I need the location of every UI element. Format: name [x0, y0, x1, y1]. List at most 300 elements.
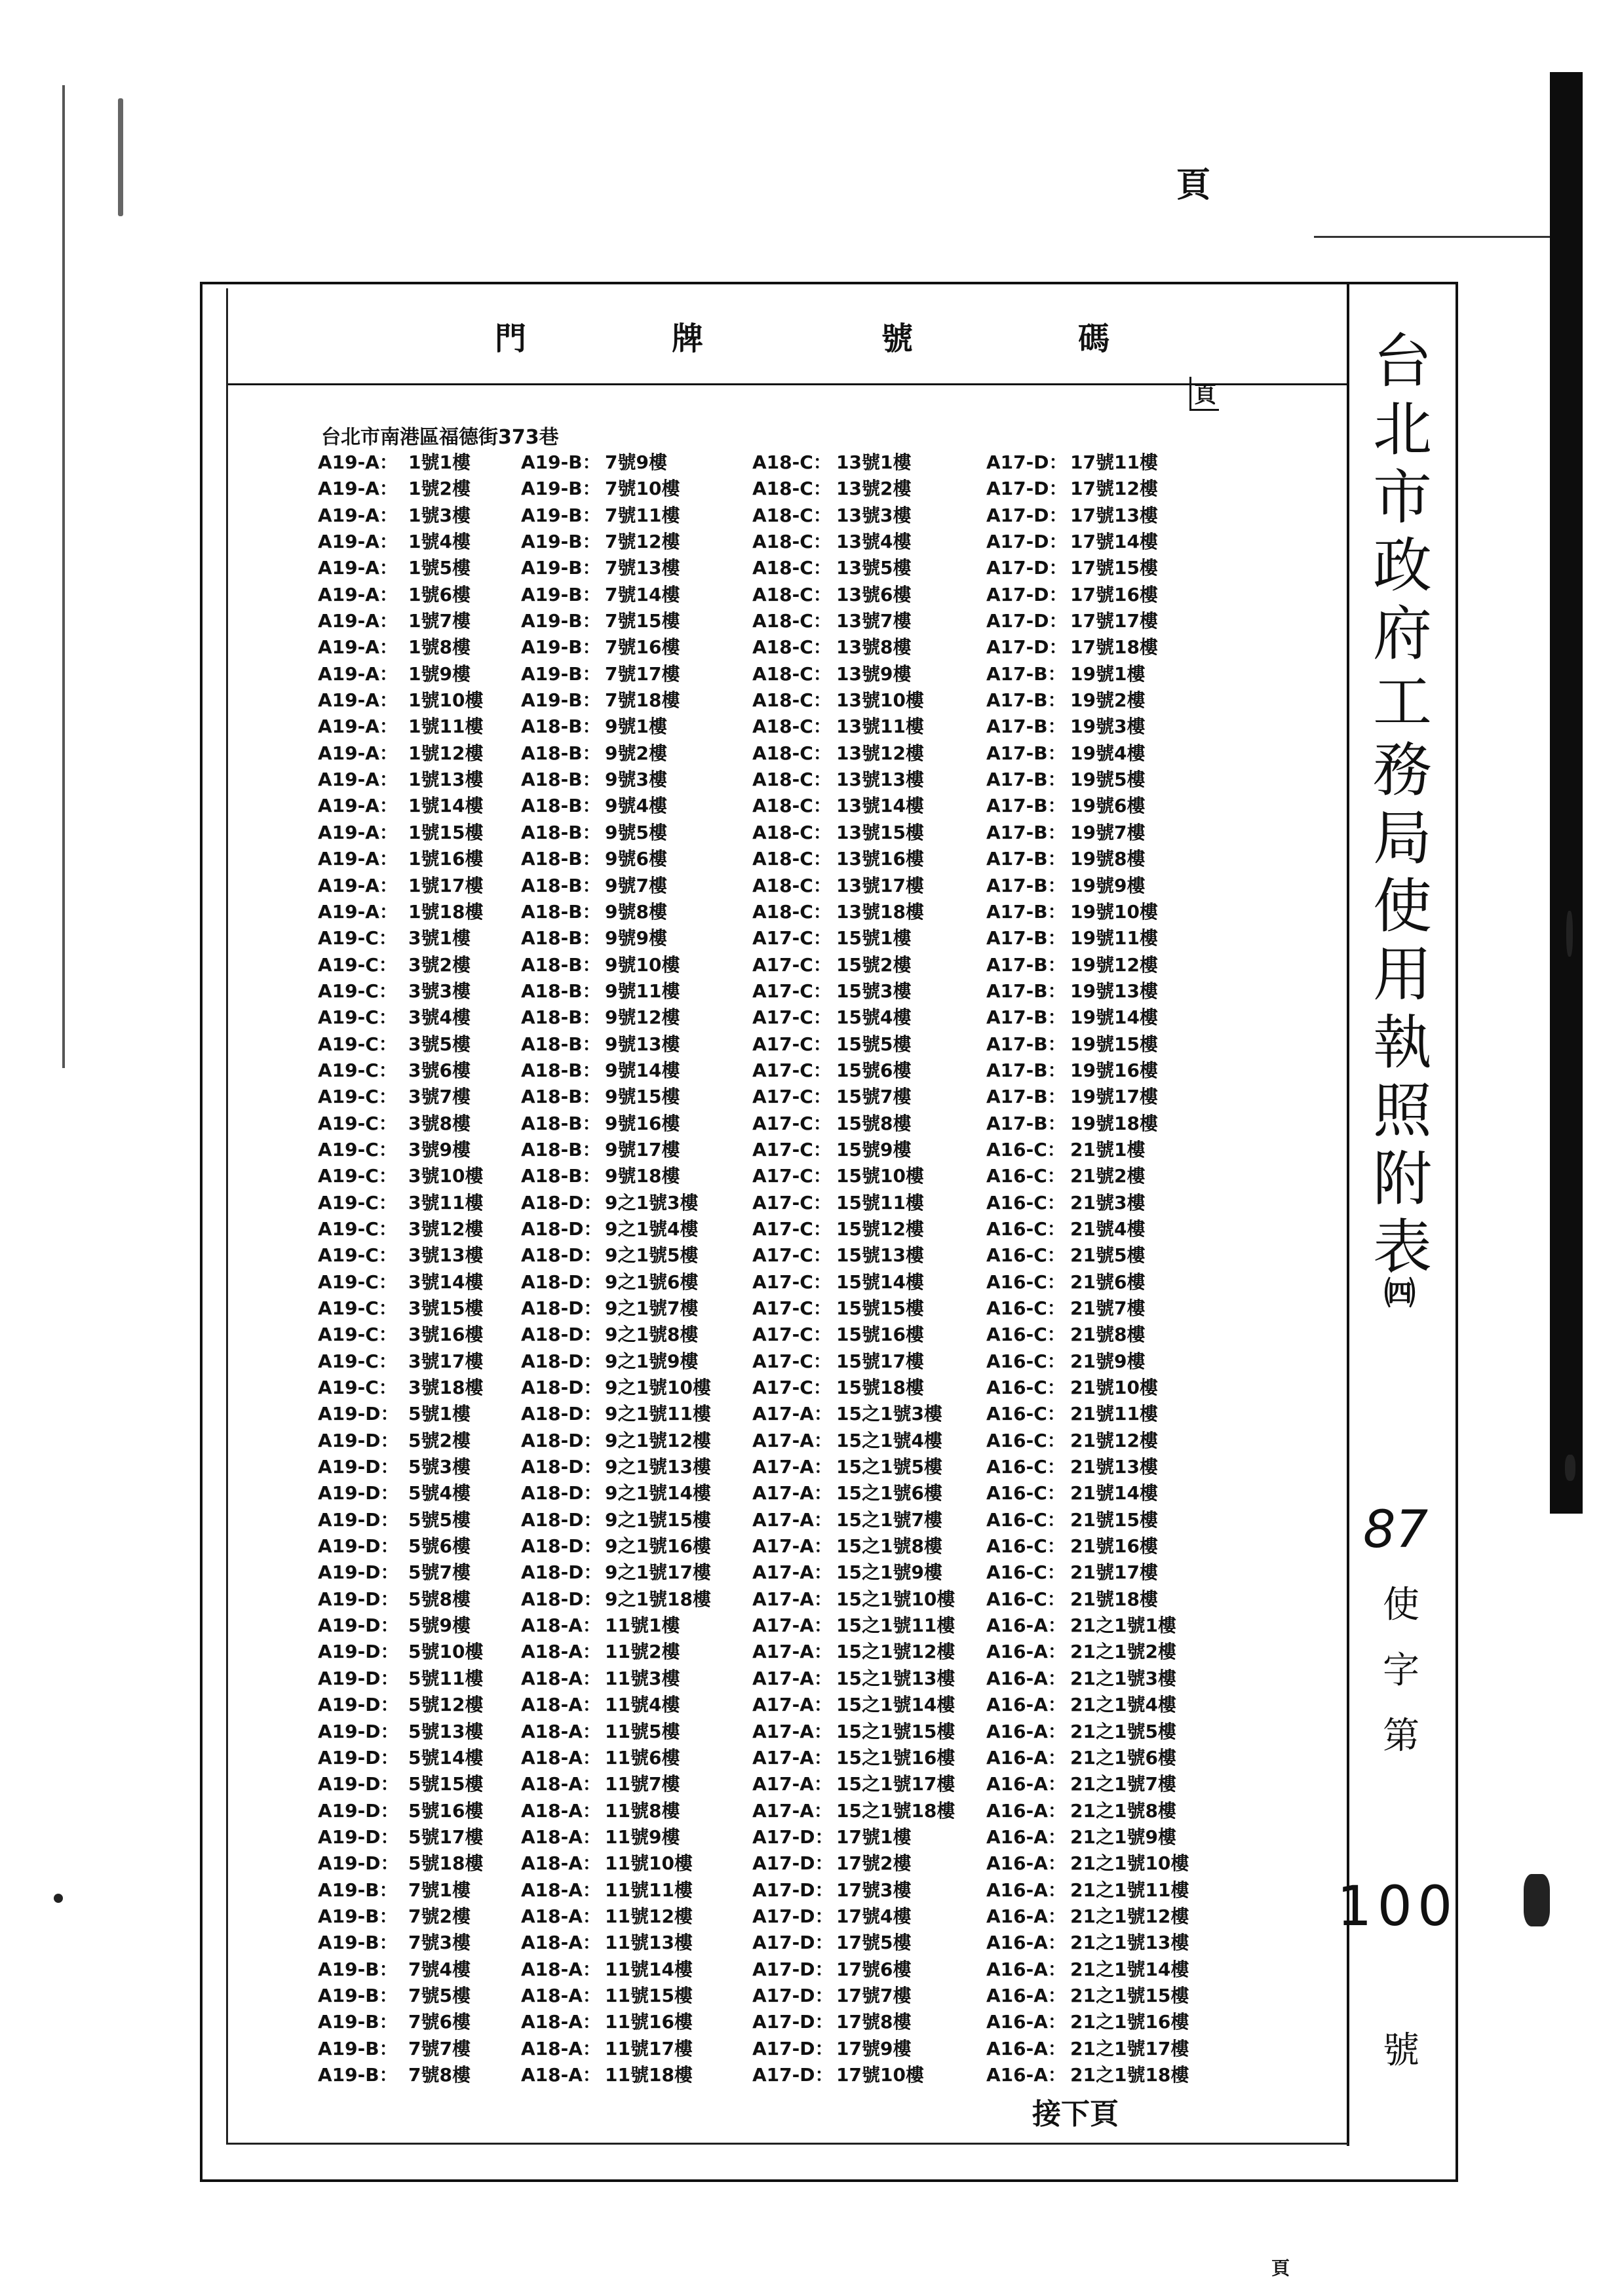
unit-code: A17-D：: [986, 557, 1068, 579]
unit-code: A18-C：: [752, 689, 832, 712]
unit-code: A19-C：: [318, 1377, 397, 1399]
unit-code: A17-A：: [752, 1588, 832, 1610]
unit-address: 11號5樓: [605, 1720, 680, 1742]
unit-address: 11號13樓: [605, 1932, 693, 1954]
unit-row: [986, 661, 1189, 687]
unit-address: 5號13樓: [408, 1720, 484, 1742]
unit-address: 21號2樓: [1070, 1165, 1146, 1187]
unit-row: [986, 793, 1189, 819]
unit-address: 1號4樓: [408, 531, 471, 553]
unit-address: 5號7樓: [408, 1561, 471, 1584]
unit-code: A18-C：: [752, 716, 832, 738]
unit-address: 9之1號9樓: [605, 1350, 699, 1372]
unit-address: 9之1號8樓: [605, 1324, 699, 1346]
unit-address: 13號4樓: [836, 531, 912, 553]
unit-code: A17-B：: [986, 1086, 1066, 1108]
unit-code: A18-C：: [752, 795, 832, 817]
continued-next-page-note: 接下頁: [1032, 2097, 1119, 2131]
unit-row: [986, 899, 1189, 925]
unit-code: A17-A：: [752, 1694, 832, 1716]
unit-code: A16-C：: [986, 1297, 1066, 1319]
unit-address: 15之1號11樓: [836, 1615, 955, 1637]
unit-code: A16-A：: [986, 1905, 1066, 1927]
unit-address: 5號2樓: [408, 1429, 471, 1451]
unit-code: A18-B：: [521, 1165, 601, 1187]
unit-address: 17號15樓: [1070, 557, 1158, 579]
unit-code: A18-A：: [521, 1826, 601, 1848]
unit-code: A18-C：: [752, 662, 832, 685]
unit-row: [318, 1401, 483, 1427]
unit-code: A18-B：: [521, 953, 601, 976]
unit-address: 9號10樓: [605, 953, 680, 976]
unit-row: [752, 1586, 955, 1613]
unit-address: 13號10樓: [836, 689, 924, 712]
unit-code: A17-C：: [752, 1165, 832, 1187]
unit-code: A18-A：: [521, 1879, 601, 1901]
unit-code: A16-A：: [986, 1773, 1066, 1795]
unit-address: 17號7樓: [836, 1984, 912, 2006]
unit-code: A16-C：: [986, 1403, 1066, 1425]
unit-address: 3號2樓: [408, 953, 471, 976]
unit-address: 21之1號9樓: [1070, 1826, 1176, 1848]
unit-code: A17-D：: [986, 531, 1068, 553]
unit-address: 1號3樓: [408, 504, 471, 526]
unit-code: A19-D：: [318, 1773, 399, 1795]
unit-row: [752, 582, 955, 608]
unit-address: 7號5樓: [408, 1984, 471, 2006]
unit-code: A19-B：: [318, 1905, 398, 1927]
unit-row: [752, 1824, 955, 1850]
unit-code: A16-C：: [986, 1535, 1066, 1558]
unit-code: A17-D：: [986, 610, 1068, 632]
unit-row: [986, 1983, 1189, 2009]
unit-address: 17號4樓: [836, 1905, 912, 1927]
unit-address: 19號14樓: [1070, 1006, 1158, 1029]
unit-code: A17-D：: [986, 478, 1068, 500]
unit-address: 11號12樓: [605, 1905, 693, 1927]
unit-row: [986, 1004, 1189, 1031]
unit-code: A17-A：: [752, 1615, 832, 1637]
unit-row: [752, 1719, 955, 1745]
unit-address: 7號15樓: [605, 610, 680, 632]
unit-address: 21號18樓: [1070, 1588, 1158, 1610]
unit-row: [986, 1058, 1189, 1084]
unit-address: 11號2樓: [605, 1641, 680, 1663]
unit-code: A18-C：: [752, 742, 832, 764]
unit-address: 15之1號5樓: [836, 1456, 942, 1478]
unit-row: [318, 899, 483, 925]
unit-code: A17-A：: [752, 1799, 832, 1822]
unit-row: [521, 1639, 711, 1665]
unit-code: A16-A：: [986, 1641, 1066, 1663]
unit-address: 21之1號6樓: [1070, 1746, 1176, 1769]
unit-row: [318, 1798, 483, 1824]
unit-code: A16-A：: [986, 1667, 1066, 1689]
scan-edge-line: [1314, 236, 1550, 238]
unit-code: A17-B：: [986, 848, 1066, 870]
unit-row: [521, 503, 711, 529]
unit-code: A19-D：: [318, 1588, 399, 1610]
unit-row: [986, 925, 1189, 951]
unit-row: [318, 608, 483, 634]
unit-row: [986, 608, 1189, 634]
unit-row: [521, 1719, 711, 1745]
unit-address: 15號15樓: [836, 1297, 924, 1319]
unit-code: A16-A：: [986, 2063, 1066, 2086]
unit-row: [318, 925, 483, 951]
unit-address: 11號14樓: [605, 1958, 693, 1980]
unit-code: A18-D：: [521, 1588, 602, 1610]
unit-address: 9之1號4樓: [605, 1217, 699, 1240]
unit-address: 9號17樓: [605, 1138, 680, 1160]
unit-address: 1號8樓: [408, 636, 471, 659]
unit-code: A17-B：: [986, 821, 1066, 843]
unit-code: A18-A：: [521, 1746, 601, 1769]
unit-row: [752, 1533, 955, 1559]
unit-code: A19-B：: [521, 689, 601, 712]
unit-row: [752, 503, 955, 529]
unit-address: 1號6樓: [408, 583, 471, 605]
unit-address: 9號16樓: [605, 1112, 680, 1134]
unit-code: A19-C：: [318, 1191, 397, 1214]
unit-code: A18-D：: [521, 1508, 602, 1531]
title-char: 市: [1373, 463, 1432, 532]
unit-address: 13號18樓: [836, 900, 924, 923]
unit-row: [521, 2062, 711, 2088]
unit-address: 11號4樓: [605, 1694, 680, 1716]
unit-code: A18-C：: [752, 874, 832, 896]
unit-address: 15之1號15樓: [836, 1720, 955, 1742]
unit-address: 15號6樓: [836, 1059, 912, 1081]
unit-address: 9之1號3樓: [605, 1191, 699, 1214]
unit-row: [752, 1930, 955, 1956]
unit-code: A18-B：: [521, 821, 601, 843]
unit-row: [752, 1904, 955, 1930]
header-row: [226, 288, 1347, 385]
unit-code: A18-C：: [752, 478, 832, 500]
unit-address: 21之1號11樓: [1070, 1879, 1189, 1901]
unit-code: A18-B：: [521, 1006, 601, 1029]
unit-code: A18-A：: [521, 1932, 601, 1954]
unit-row: [752, 1745, 955, 1771]
unit-code: A19-A：: [318, 636, 398, 659]
unit-address: 1號1樓: [408, 451, 471, 473]
unit-row: [318, 873, 483, 899]
unit-address: 5號6樓: [408, 1535, 471, 1558]
permit-char: 第: [1383, 1715, 1419, 1757]
unit-code: A16-A：: [986, 2011, 1066, 2033]
unit-address: 17號2樓: [836, 1852, 912, 1875]
unit-address: 19號7樓: [1070, 821, 1146, 843]
unit-code: A18-D：: [521, 1217, 602, 1240]
unit-code: A17-B：: [986, 716, 1066, 738]
unit-row: [986, 1850, 1189, 1877]
unit-address: 7號17樓: [605, 662, 680, 685]
unit-address: 3號8樓: [408, 1112, 471, 1134]
unit-row: [521, 450, 711, 476]
unit-code: A18-A：: [521, 1667, 601, 1689]
unit-code: A18-D：: [521, 1271, 602, 1293]
unit-address: 19號2樓: [1070, 689, 1146, 712]
unit-address: 13號5樓: [836, 557, 912, 579]
unit-address: 19號15樓: [1070, 1033, 1158, 1055]
unit-address: 9號8樓: [605, 900, 667, 923]
unit-row: [521, 476, 711, 502]
unit-row: [986, 1692, 1189, 1718]
unit-code: A16-C：: [986, 1271, 1066, 1293]
unit-code: A16-A：: [986, 1826, 1066, 1848]
unit-address: 17號1樓: [836, 1826, 912, 1848]
scan-edge-line: [62, 85, 65, 1068]
unit-row: [521, 1666, 711, 1692]
unit-row: [318, 1639, 483, 1665]
unit-row: [986, 1639, 1189, 1665]
unit-code: A19-D：: [318, 1746, 399, 1769]
unit-address: 5號3樓: [408, 1456, 471, 1478]
unit-row: [318, 661, 483, 687]
unit-row: [752, 978, 955, 1004]
unit-code: A18-B：: [521, 927, 601, 949]
unit-row: [318, 687, 483, 714]
unit-code: A17-A：: [752, 1773, 832, 1795]
unit-address: 11號18樓: [605, 2063, 693, 2086]
unit-address: 3號17樓: [408, 1350, 484, 1372]
unit-row: [318, 476, 483, 502]
unit-address: 19號11樓: [1070, 927, 1158, 949]
unit-address: 13號14樓: [836, 795, 924, 817]
unit-code: A17-C：: [752, 1271, 832, 1293]
unit-code: A19-C：: [318, 927, 397, 949]
unit-code: A17-D：: [752, 2011, 834, 2033]
unit-row: [521, 1454, 711, 1480]
unit-address: 21之1號5樓: [1070, 1720, 1176, 1742]
unit-row: [521, 978, 711, 1004]
unit-code: A17-D：: [752, 1984, 834, 2006]
unit-row: [986, 2036, 1189, 2062]
unit-row: [752, 1137, 955, 1163]
unit-row: [318, 450, 483, 476]
unit-row: [752, 1163, 955, 1189]
unit-address: 7號8樓: [408, 2063, 471, 2086]
unit-address: 19號12樓: [1070, 953, 1158, 976]
unit-address: 3號14樓: [408, 1271, 484, 1293]
unit-address: 21之1號7樓: [1070, 1773, 1176, 1795]
unit-row: [318, 1692, 483, 1718]
unit-address: 7號16樓: [605, 636, 680, 659]
unit-row: [752, 767, 955, 793]
header-label-char: 牌: [672, 320, 704, 357]
unit-code: A19-D：: [318, 1667, 399, 1689]
unit-code: A18-C：: [752, 504, 832, 526]
unit-row: [752, 1692, 955, 1718]
unit-code: A17-B：: [986, 927, 1066, 949]
unit-row: [318, 1877, 483, 1904]
unit-row: [318, 1850, 483, 1877]
unit-row: [986, 1957, 1189, 1983]
unit-row: [521, 1058, 711, 1084]
unit-row: [752, 1084, 955, 1110]
unit-row: [752, 1454, 955, 1480]
unit-address: 15之1號18樓: [836, 1799, 955, 1822]
unit-code: A17-C：: [752, 1138, 832, 1160]
unit-code: A18-A：: [521, 1852, 601, 1875]
title-char: 政: [1373, 531, 1432, 600]
unit-code: A18-B：: [521, 1033, 601, 1055]
unit-row: [521, 634, 711, 660]
unit-code: A19-D：: [318, 1456, 399, 1478]
unit-row: [521, 1004, 711, 1031]
unit-code: A19-D：: [318, 1561, 399, 1584]
unit-code: A17-A：: [752, 1429, 832, 1451]
unit-address: 7號3樓: [408, 1932, 471, 1954]
unit-code: A19-C：: [318, 1271, 397, 1293]
unit-row: [986, 1745, 1189, 1771]
permit-number: 100: [1337, 1874, 1458, 1938]
unit-code: A19-A：: [318, 742, 398, 764]
unit-address: 3號6樓: [408, 1059, 471, 1081]
unit-code: A17-B：: [986, 662, 1066, 685]
unit-address: 21之1號17樓: [1070, 2037, 1189, 2059]
unit-address: 21號3樓: [1070, 1191, 1146, 1214]
unit-code: A17-C：: [752, 1112, 832, 1134]
unit-address: 11號10樓: [605, 1852, 693, 1875]
unit-code: A18-C：: [752, 848, 832, 870]
unit-address: 19號13樓: [1070, 980, 1158, 1002]
unit-row: [318, 1930, 483, 1956]
unit-row: [752, 1190, 955, 1216]
unit-row: [986, 1269, 1189, 1295]
unit-address: 1號9樓: [408, 662, 471, 685]
unit-address: 15號7樓: [836, 1086, 912, 1108]
unit-address: 1號7樓: [408, 610, 471, 632]
unit-code: A19-C：: [318, 1138, 397, 1160]
unit-address: 7號13樓: [605, 557, 680, 579]
unit-address: 15號1樓: [836, 927, 912, 949]
unit-row: [986, 1930, 1189, 1956]
unit-code: A17-B：: [986, 874, 1066, 896]
unit-row: [318, 1137, 483, 1163]
unit-row: [318, 1666, 483, 1692]
title-char: 照: [1373, 1077, 1432, 1145]
unit-code: A19-C：: [318, 1297, 397, 1319]
unit-address: 7號6樓: [408, 2011, 471, 2033]
unit-row: [986, 952, 1189, 978]
unit-row: [318, 793, 483, 819]
unit-address: 19號18樓: [1070, 1112, 1158, 1134]
unit-code: A19-B：: [521, 478, 601, 500]
unit-row: [521, 793, 711, 819]
unit-code: A17-A：: [752, 1456, 832, 1478]
unit-code: A18-A：: [521, 1720, 601, 1742]
unit-address: 3號3樓: [408, 980, 471, 1002]
unit-code: A19-D：: [318, 1535, 399, 1558]
unit-row: [986, 1877, 1189, 1904]
unit-address: 1號5樓: [408, 557, 471, 579]
title-char: 使: [1373, 872, 1432, 941]
unit-code: A16-A：: [986, 1694, 1066, 1716]
unit-address: 13號15樓: [836, 821, 924, 843]
unit-code: A18-D：: [521, 1297, 602, 1319]
unit-address: 13號3樓: [836, 504, 912, 526]
unit-address: 15號10樓: [836, 1165, 924, 1187]
unit-row: [986, 1163, 1189, 1189]
unit-row: [752, 529, 955, 555]
unit-row: [752, 1559, 955, 1586]
unit-code: A19-D：: [318, 1799, 399, 1822]
unit-code: A18-A：: [521, 1773, 601, 1795]
unit-code: A18-A：: [521, 2063, 601, 2086]
unit-row: [521, 1533, 711, 1559]
unit-code: A17-B：: [986, 795, 1066, 817]
unit-address: 21號1樓: [1070, 1138, 1146, 1160]
unit-address: 21號11樓: [1070, 1403, 1158, 1425]
title-char: 府: [1373, 600, 1432, 668]
unit-code: A18-D：: [521, 1456, 602, 1478]
unit-code: A16-C：: [986, 1217, 1066, 1240]
unit-address: 9號15樓: [605, 1086, 680, 1108]
unit-row: [986, 450, 1189, 476]
unit-code: A18-B：: [521, 1086, 601, 1108]
unit-code: A17-D：: [752, 1932, 834, 1954]
unit-row: [752, 899, 955, 925]
unit-code: A18-C：: [752, 531, 832, 553]
unit-address: 9之1號10樓: [605, 1377, 711, 1399]
permit-suffix: 號: [1383, 2029, 1419, 2072]
unit-address: 9號5樓: [605, 821, 667, 843]
unit-address: 21號12樓: [1070, 1429, 1158, 1451]
scan-edge-bar: [1550, 72, 1583, 1514]
unit-code: A18-B：: [521, 742, 601, 764]
unit-row: [521, 1322, 711, 1348]
unit-code: A19-B：: [318, 2011, 398, 2033]
unit-code: A19-C：: [318, 1033, 397, 1055]
unit-code: A17-D：: [752, 1852, 834, 1875]
unit-code: A18-D：: [521, 1244, 602, 1267]
unit-address: 15之1號13樓: [836, 1667, 955, 1689]
unit-address: 15號4樓: [836, 1006, 912, 1029]
unit-row: [986, 1586, 1189, 1613]
unit-code: A16-C：: [986, 1588, 1066, 1610]
unit-code: A19-C：: [318, 980, 397, 1002]
unit-row: [752, 2009, 955, 2035]
unit-code: A19-C：: [318, 1217, 397, 1240]
unit-row: [318, 1111, 483, 1137]
form-title-vertical: [1366, 328, 1438, 1282]
scan-speck: [1566, 911, 1573, 957]
unit-row: [986, 1613, 1189, 1639]
unit-code: A19-D：: [318, 1826, 399, 1848]
unit-row: [318, 1745, 483, 1771]
unit-code: A17-C：: [752, 1033, 832, 1055]
unit-code: A18-C：: [752, 900, 832, 923]
scan-speck: [1565, 1455, 1575, 1481]
title-char: 工: [1373, 668, 1432, 737]
unit-row: [752, 1850, 955, 1877]
unit-address: 3號16樓: [408, 1324, 484, 1346]
unit-address: 19號4樓: [1070, 742, 1146, 764]
unit-row: [521, 1957, 711, 1983]
unit-row: [986, 1798, 1189, 1824]
unit-row: [318, 1269, 483, 1295]
title-char: 附: [1373, 1145, 1432, 1214]
unit-code: A17-C：: [752, 1297, 832, 1319]
unit-address: 11號8樓: [605, 1799, 680, 1822]
unit-address: 17號3樓: [836, 1879, 912, 1901]
unit-address: 11號6樓: [605, 1746, 680, 1769]
unit-code: A19-A：: [318, 769, 398, 791]
unit-row: [986, 1666, 1189, 1692]
unit-row: [752, 925, 955, 951]
